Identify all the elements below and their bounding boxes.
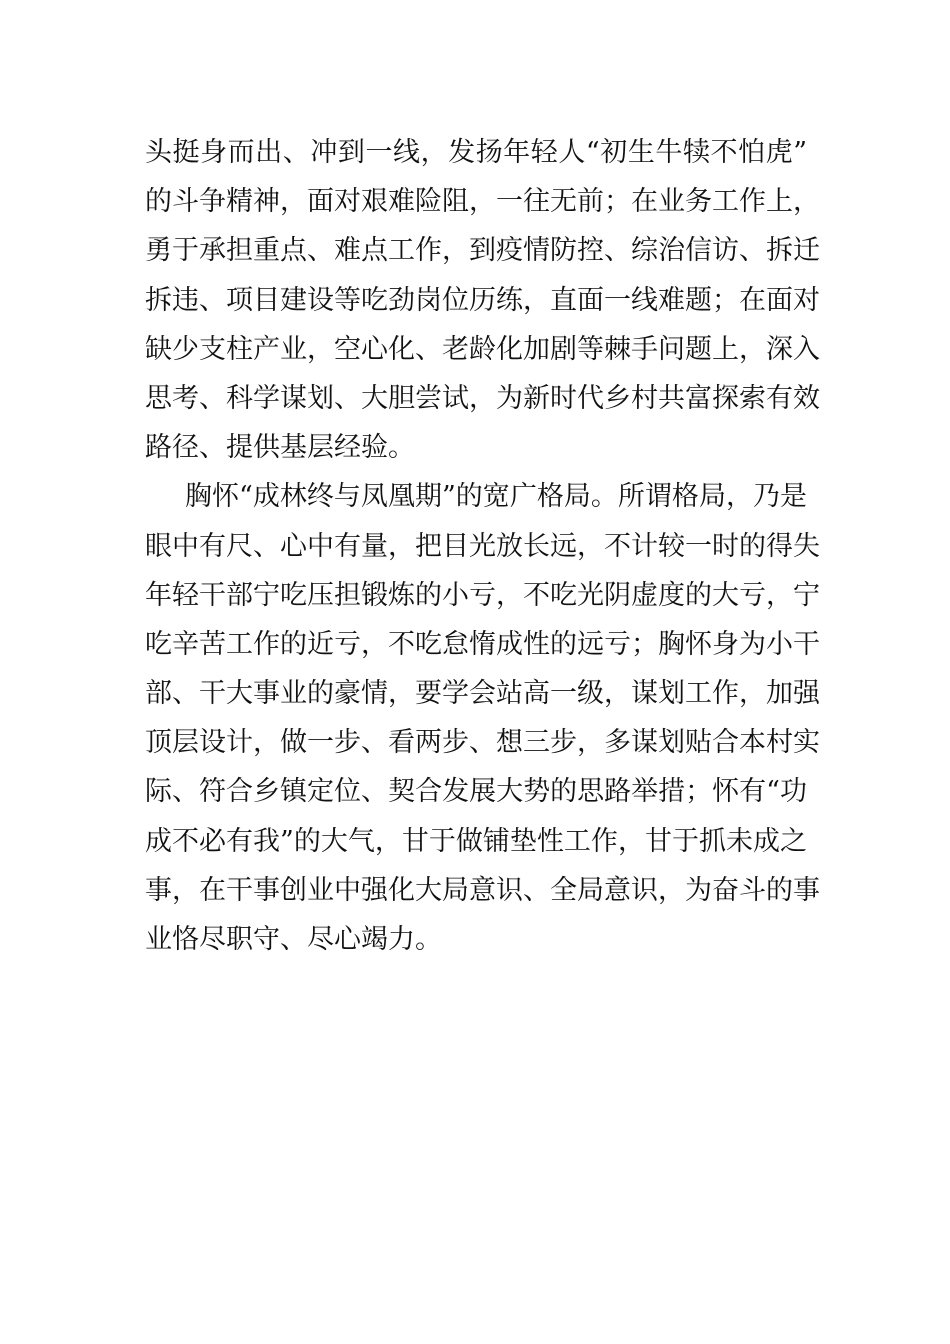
text-line: 成不必有我”的大气，甘于做铺垫性工作，甘于抓未成之 [145, 825, 807, 857]
text-line: 缺少支柱产业，空心化、老龄化加剧等棘手问题上，深入 [145, 333, 820, 365]
text-line: 思考、科学谋划、大胆尝试，为新时代乡村共富探索有效 [145, 382, 820, 414]
text-line: 顶层设计，做一步、看两步、想三步，多谋划贴合本村实 [145, 727, 820, 759]
text-line: 拆违、项目建设等吃劲岗位历练，直面一线难题；在面对 [145, 284, 820, 316]
text-line: 路径、提供基层经验。 [145, 432, 415, 464]
text-line: 头挺身而出、冲到一线，发扬年轻人“初生牛犊不怕虎” [145, 137, 807, 168]
paragraph-start-line: 胸怀“成林终与凤凰期”的宽广格局。所谓格局，乃是 [185, 481, 807, 513]
text-line: 勇于承担重点、难点工作，到疫情防控、综治信访、拆迁 [145, 235, 820, 267]
text-line: 部、干大事业的豪情，要学会站高一级，谋划工作，加强 [145, 678, 820, 710]
text-line: 眼中有尺、心中有量，把目光放长远，不计较一时的得失 [145, 530, 820, 562]
body-text [145, 128, 820, 964]
text-line: 业恪尽职守、尽心竭力。 [145, 924, 442, 955]
text-line: 吃辛苦工作的近亏，不吃怠惰成性的远亏；胸怀身为小干 [145, 628, 820, 660]
text-line: 的斗争精神，面对艰难险阻，一往无前；在业务工作上， [145, 186, 820, 218]
text-line: 年轻干部宁吃压担锻炼的小亏，不吃光阴虚度的大亏，宁 [145, 579, 820, 611]
text-line: 事，在干事创业中强化大局意识、全局意识，为奋斗的事 [145, 874, 820, 906]
text-line: 际、符合乡镇定位、契合发展大势的思路举措；怀有“功 [145, 776, 807, 808]
